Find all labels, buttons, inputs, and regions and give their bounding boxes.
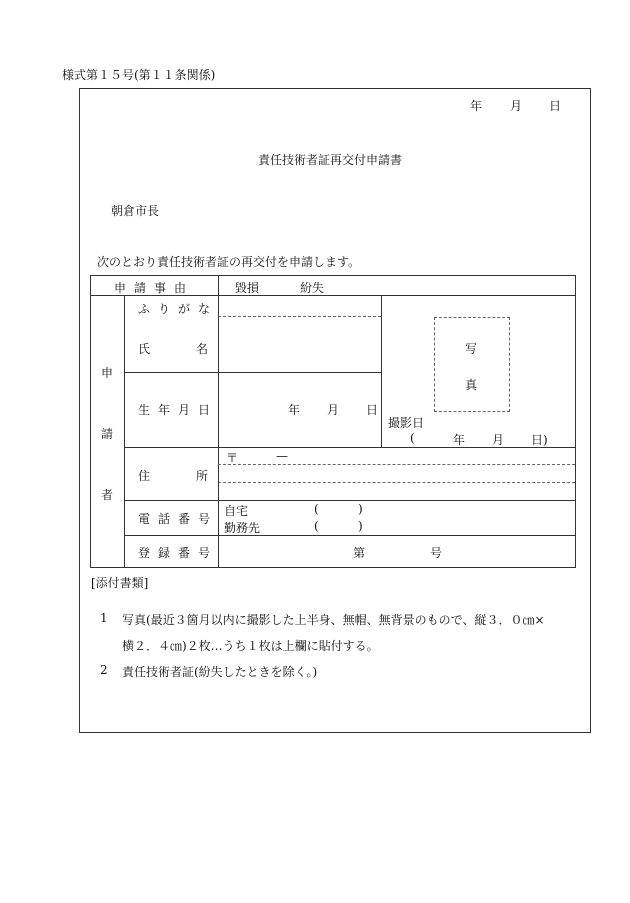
applicant-label-char: 者	[101, 488, 114, 502]
registration-label: 登録番号	[138, 546, 219, 560]
table-line	[218, 275, 219, 568]
date-day-label: 日	[549, 99, 562, 113]
table-left-border	[90, 275, 91, 568]
applicant-label-char: 申	[101, 366, 114, 380]
registration-suffix: 号	[430, 546, 443, 560]
photo-label-char: 真	[465, 378, 478, 392]
photo-date-day: 日)	[531, 433, 548, 447]
postal-mark: 〒	[226, 451, 239, 465]
phone-home-paren-open: (	[314, 502, 319, 516]
name-label-char: 名	[196, 342, 209, 356]
reason-option-loss: 紛失	[300, 281, 325, 295]
table-line	[381, 295, 382, 447]
photo-box[interactable]	[434, 317, 510, 412]
intro-text: 次のとおり責任技術者証の再交付を申請します。	[97, 255, 361, 269]
table-line	[124, 535, 576, 536]
phone-home-label: 自宅	[224, 504, 249, 518]
table-right-border	[575, 275, 576, 568]
table-line	[124, 500, 576, 501]
phone-work-paren-close: )	[358, 519, 363, 533]
phone-work-label: 勤務先	[224, 521, 261, 535]
photo-label-char: 写	[465, 342, 478, 356]
address-field[interactable]	[222, 466, 572, 498]
attachment-item-number: 1	[100, 611, 108, 625]
postal-dash: —	[276, 449, 288, 463]
table-bottom-border	[90, 567, 576, 568]
phone-home-paren-close: )	[358, 502, 363, 516]
attachments-header: [添付書類]	[91, 576, 149, 590]
birth-day-unit: 日	[366, 403, 379, 417]
table-line	[124, 447, 576, 448]
table-line	[124, 295, 125, 568]
document-title: 責任技術者証再交付申請書	[258, 153, 403, 167]
photo-date-month: 月	[492, 433, 505, 447]
date-month-label: 月	[510, 99, 523, 113]
address-divider	[218, 464, 575, 465]
photo-date-label: 撮影日	[388, 416, 425, 430]
furigana-label: ふりがな	[138, 302, 219, 316]
attachment-item-number: 2	[100, 663, 108, 677]
furigana-field[interactable]	[222, 298, 378, 314]
attachment-item-text: 責任技術者証(紛失したときを除く。)	[122, 665, 318, 679]
form-number: 様式第１５号(第１１条関係)	[62, 68, 216, 82]
birth-month-unit: 月	[327, 403, 340, 417]
registration-prefix: 第	[353, 546, 366, 560]
table-line	[124, 372, 219, 373]
date-year-label: 年	[470, 99, 483, 113]
photo-date-year: 年	[453, 433, 466, 447]
attachment-item-text: 横２．４㎝)２枚…うち１枚は上欄に貼付する。	[122, 639, 379, 653]
name-field[interactable]	[222, 320, 378, 368]
attachment-item-text: 写真(最近３箇月以内に撮影した上半身、無帽、無背景のもので、縦３．０㎝×	[122, 613, 545, 627]
reason-label: 申請事由	[114, 281, 195, 295]
birth-date-label: 生年月日	[138, 403, 219, 417]
phone-label: 電話番号	[138, 512, 219, 526]
name-label-char: 氏	[138, 342, 151, 356]
reason-option-damage: 毀損	[235, 281, 260, 295]
table-top-border	[90, 275, 576, 276]
birth-year-unit: 年	[288, 403, 301, 417]
table-line	[218, 372, 382, 373]
addressee: 朝倉市長	[111, 204, 160, 218]
address-label-char: 住	[138, 469, 151, 483]
furigana-divider	[218, 316, 381, 317]
address-label-char: 所	[196, 469, 209, 483]
phone-work-paren-open: (	[314, 519, 319, 533]
applicant-label-char: 請	[101, 427, 114, 441]
photo-date-open: (	[410, 431, 415, 445]
